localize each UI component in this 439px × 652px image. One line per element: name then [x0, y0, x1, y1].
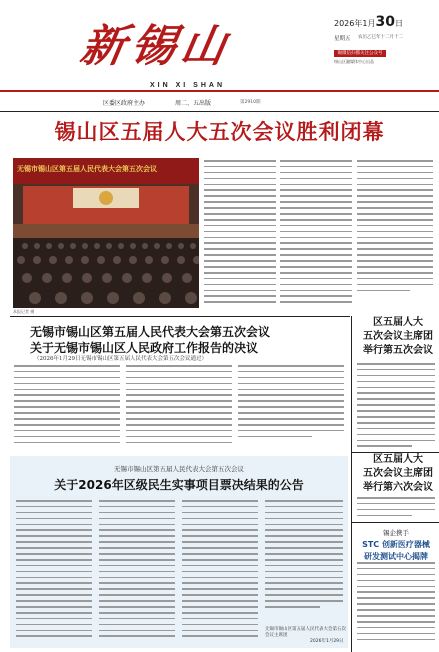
- stc-article-title: 锡企携手 STC 创新医疗器械 研发测试中心揭牌: [362, 529, 430, 561]
- weekday: 星期五: [334, 36, 351, 42]
- sponsor-label: 区委区政府主办: [103, 100, 146, 107]
- publish-schedule: 周二、五出版: [175, 100, 212, 107]
- lead-article-col-2: [280, 160, 352, 310]
- newspaper-logo: 新锡山: [76, 21, 236, 72]
- qr-notice: [334, 50, 434, 86]
- qr-text: 锡山区融媒体中心出品: [334, 59, 374, 64]
- panel-footer-date: 2026年1月29日: [310, 639, 344, 644]
- resolution-title-line-2: 关于无锡市锡山区人民政府工作报告的决议: [30, 341, 259, 355]
- panel-title: 关于2026年区级民生实事项目票决结果的公告: [54, 478, 304, 492]
- livelihood-projects-panel: [10, 456, 348, 648]
- panel-col-1: [16, 500, 92, 644]
- lead-article-col-1: [204, 160, 276, 310]
- panel-col-4: [265, 500, 343, 618]
- issue-date: 2026年1月30日: [334, 14, 403, 30]
- panel-col-3: [182, 500, 258, 644]
- lead-article-col-3: [357, 160, 433, 310]
- session-photo: [13, 158, 199, 308]
- side-article-1-title: 区五届人大 五次会议主席团 举行第五次会议: [363, 317, 433, 356]
- resolution-col-1: [14, 365, 120, 449]
- resolution-col-2: [126, 365, 232, 449]
- side-article-2-body: [357, 497, 435, 521]
- resolution-col-3: [238, 365, 344, 449]
- resolution-title-line-1: 无锡市锡山区第五届人民代表大会第五次会议: [30, 325, 271, 339]
- stc-article-body: [357, 562, 435, 648]
- sub-header: [0, 95, 439, 111]
- masthead-divider: [0, 90, 439, 92]
- photo-banner: 无锡市锡山区第五届人民代表大会第五次会议: [17, 165, 157, 173]
- lunar-date: 农历乙巳年十二月十二: [358, 35, 403, 40]
- panel-kicker: 无锡市锡山区第五届人民代表大会第五次会议: [114, 465, 244, 473]
- panel-footer-org: 无锡市锡山区第五届人民代表大会第五次会议主席团: [265, 627, 346, 638]
- lead-headline: 锡山区五届人大五次会议胜利闭幕: [54, 120, 385, 144]
- date-box: [334, 14, 434, 42]
- resolution-subtitle: （2026年1月29日无锡市锡山区第五届人民代表大会第五次会议通过）: [34, 356, 207, 362]
- pinyin-title: XIN XI SHAN: [150, 82, 226, 89]
- masthead: [0, 0, 439, 95]
- column-rule: [351, 316, 352, 652]
- assembly-hall-image: [13, 158, 199, 308]
- side-article-2-title: 区五届人大 五次会议主席团 举行第六次会议: [363, 454, 433, 493]
- side-divider-2: [352, 522, 439, 523]
- side-article-1-body: [357, 363, 435, 455]
- photo-caption: 本报记者 摄: [13, 309, 35, 314]
- panel-col-2: [99, 500, 175, 644]
- header-rule: [0, 111, 439, 112]
- issue-number: 第2910期: [240, 100, 261, 105]
- section-rule: [10, 316, 350, 317]
- qr-label: 锡微信扫描关注公众号: [334, 50, 386, 57]
